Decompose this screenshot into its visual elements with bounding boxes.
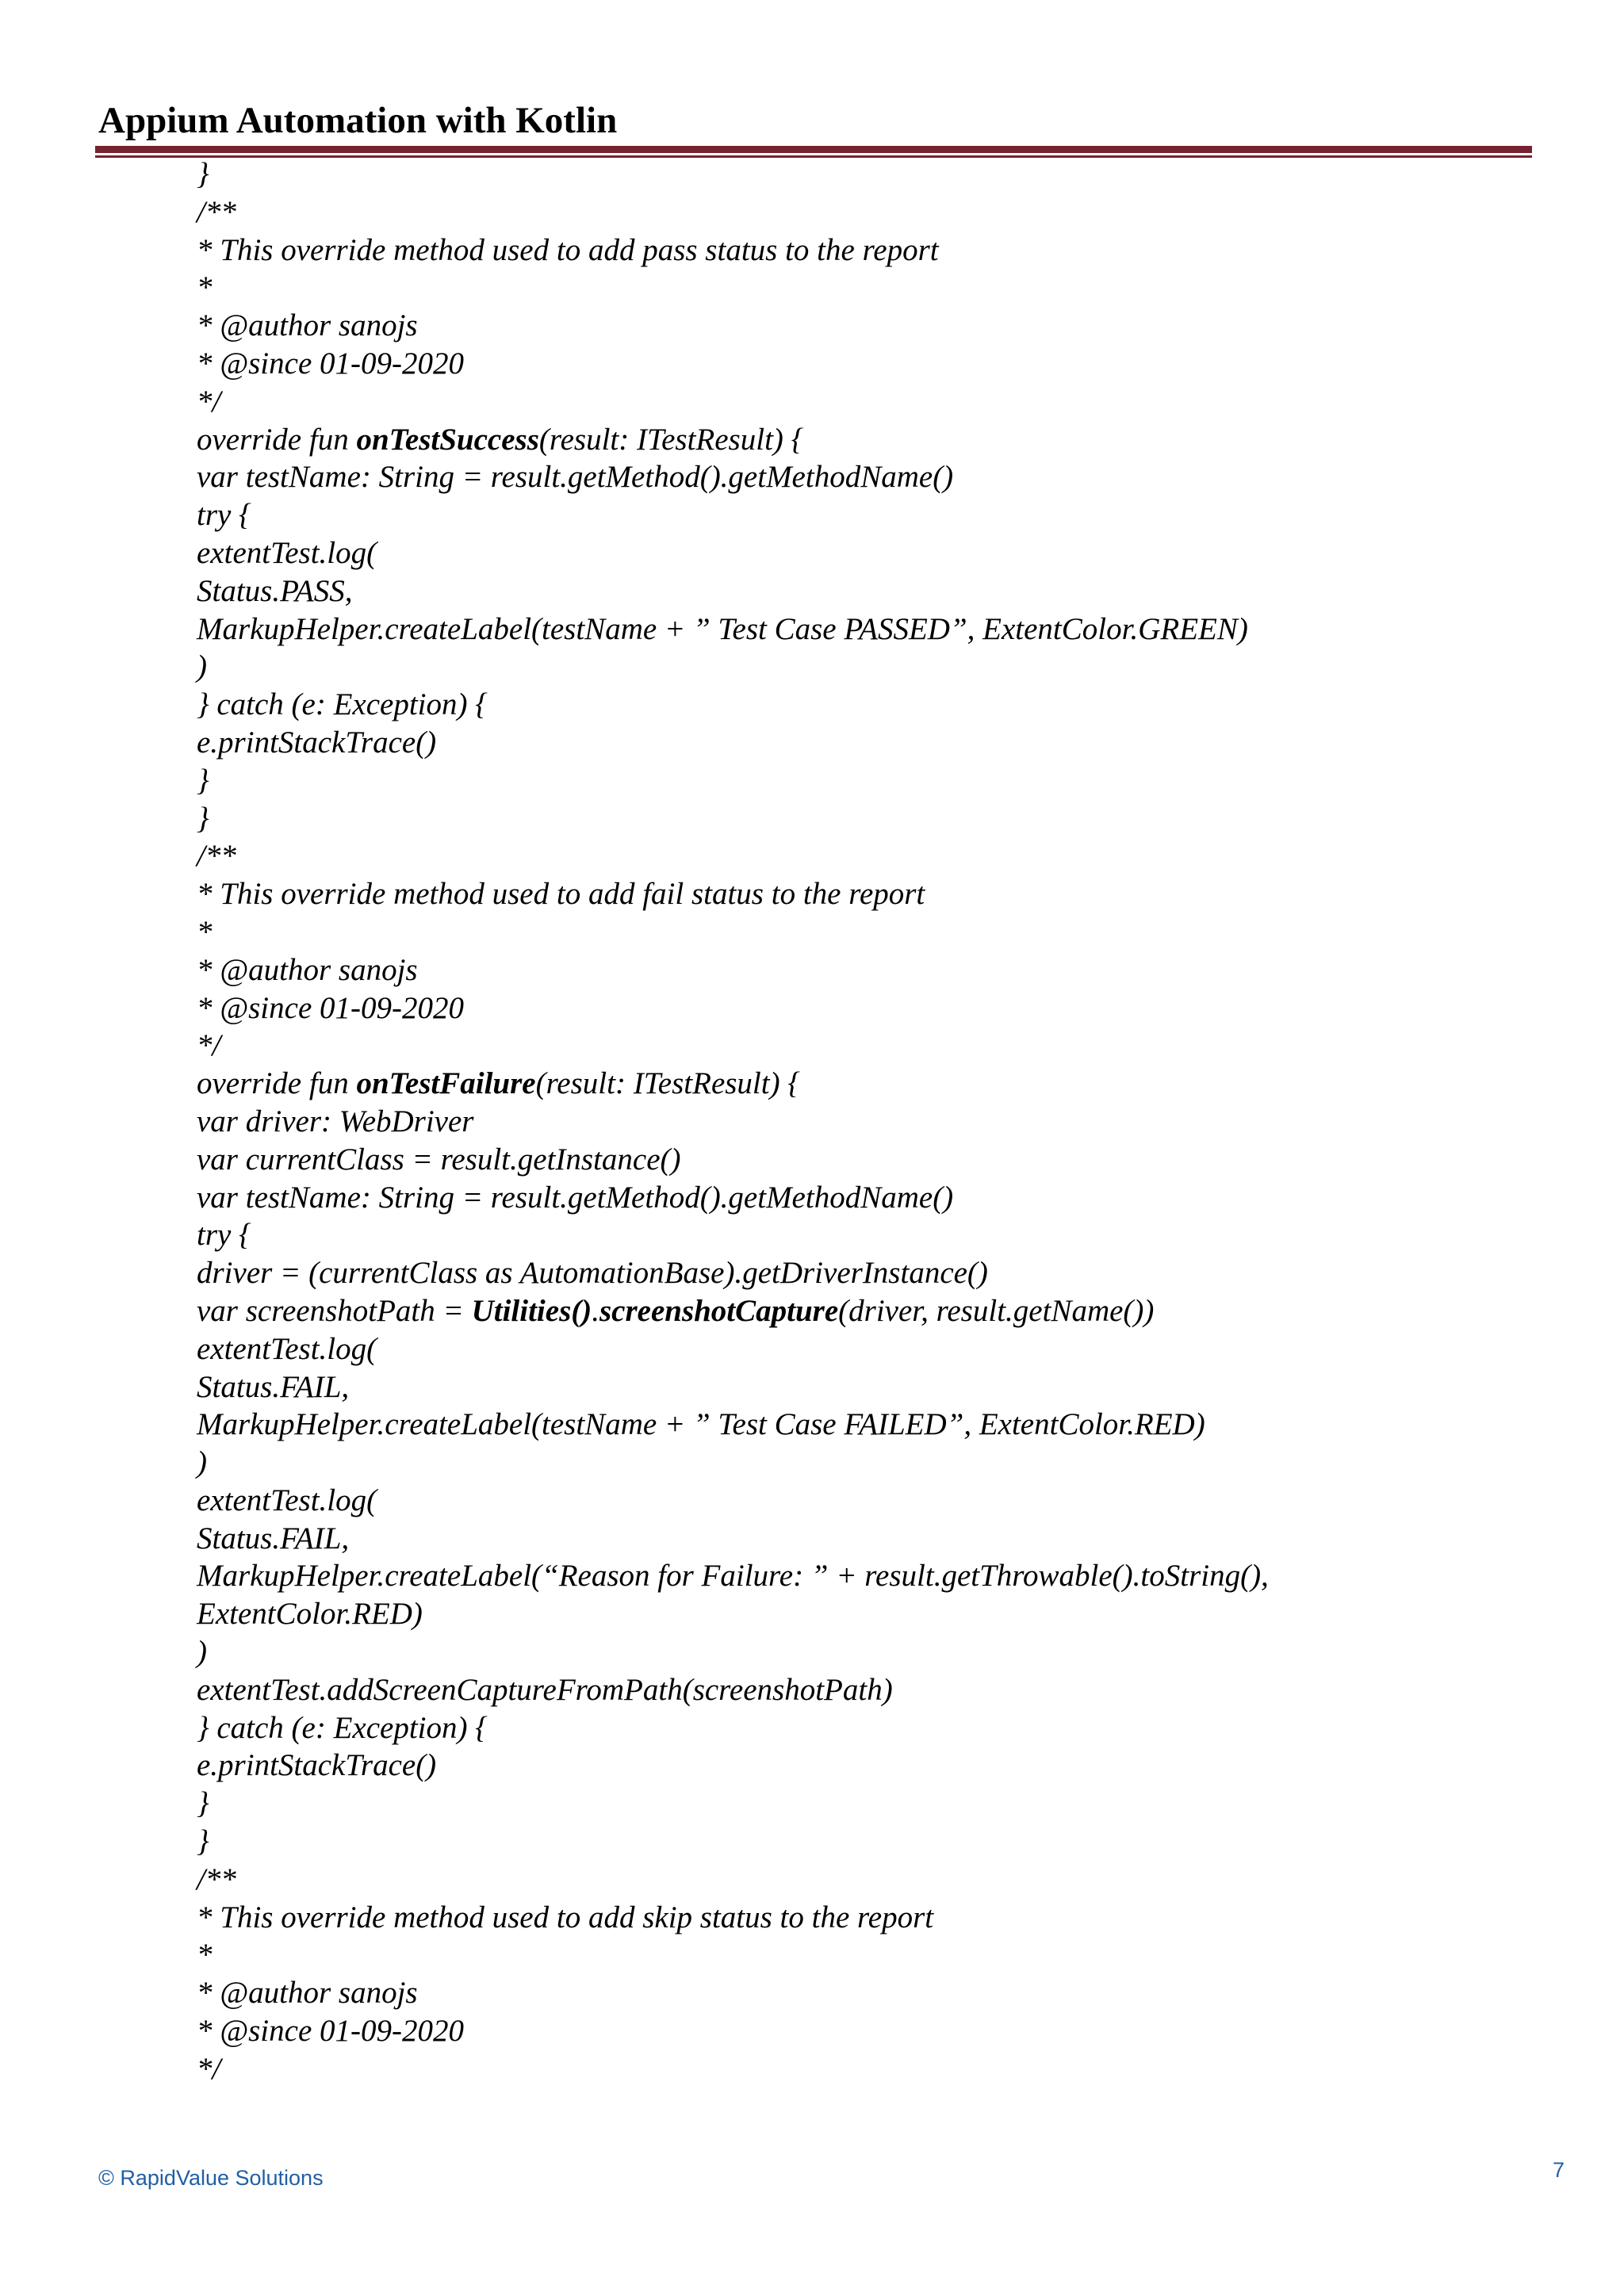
code-line <box>197 1216 1497 1254</box>
code-text: } <box>197 801 209 836</box>
code-text: * @author sanojs <box>197 308 418 343</box>
code-line <box>197 724 1497 762</box>
code-text: e.printStackTrace() <box>197 725 437 760</box>
code-text: ) <box>197 1445 207 1480</box>
code-line <box>197 1899 1497 1937</box>
code-keyword-bold: screenshotCapture <box>599 1293 839 1328</box>
code-line <box>197 2050 1497 2088</box>
header-rule-thick <box>95 146 1532 153</box>
code-line <box>197 1444 1497 1482</box>
code-text: var currentClass = result.getInstance() <box>197 1142 681 1177</box>
code-line <box>197 913 1497 951</box>
code-line <box>197 1671 1497 1709</box>
code-text: extentTest.log( <box>197 1483 377 1517</box>
page-header-title: Appium Automation with Kotlin <box>98 100 618 141</box>
code-line <box>197 1974 1497 2012</box>
code-line <box>197 307 1497 345</box>
code-text: } <box>197 1786 209 1821</box>
code-text: ) <box>197 1635 207 1670</box>
code-line <box>197 648 1497 686</box>
code-line <box>197 1368 1497 1406</box>
code-line <box>197 1785 1497 1823</box>
code-line <box>197 1747 1497 1785</box>
code-line <box>197 686 1497 724</box>
code-line <box>197 1027 1497 1065</box>
code-text: MarkupHelper.createLabel(“Reason for Failure: ” + result.getThrowable().toString(), <box>197 1559 1269 1594</box>
code-line <box>197 1595 1497 1633</box>
code-text: ) <box>197 649 207 684</box>
code-line <box>197 1482 1497 1520</box>
code-text: var testName: String = result.getMethod().getMethodName() <box>197 1180 954 1215</box>
code-text: * <box>197 914 213 949</box>
code-line <box>197 1861 1497 1899</box>
code-text: } <box>197 763 209 798</box>
code-text: (result: ITestResult) { <box>538 422 804 457</box>
code-text: /** <box>197 194 236 229</box>
code-text: /** <box>197 1862 236 1896</box>
code-line <box>197 1141 1497 1179</box>
code-line <box>197 1330 1497 1368</box>
code-text: var screenshotPath = <box>197 1293 472 1328</box>
code-text: var testName: String = result.getMethod().getMethodName() <box>197 460 954 495</box>
code-line <box>197 383 1497 421</box>
code-text: ExtentColor.RED) <box>197 1597 423 1632</box>
code-block <box>197 155 1497 2088</box>
code-text: * This override method used to add fail status to the report <box>197 877 925 912</box>
code-text: extentTest.log( <box>197 1331 377 1366</box>
code-line <box>197 534 1497 572</box>
code-text: } catch (e: Exception) { <box>197 687 488 722</box>
code-line <box>197 193 1497 232</box>
code-line <box>197 1065 1497 1103</box>
code-line <box>197 155 1497 193</box>
code-keyword-bold: Utilities() <box>471 1293 592 1328</box>
code-text: */ <box>197 1028 221 1063</box>
code-line <box>197 1103 1497 1141</box>
code-text: driver = (currentClass as AutomationBase).getDriverInstance() <box>197 1256 988 1291</box>
code-line <box>197 875 1497 913</box>
code-line <box>197 232 1497 270</box>
code-line <box>197 1179 1497 1217</box>
code-text: * This override method used to add skip status to the report <box>197 1900 934 1934</box>
code-line <box>197 1936 1497 1974</box>
code-text: e.printStackTrace() <box>197 1748 437 1783</box>
code-line <box>197 1709 1497 1747</box>
code-text: * <box>197 1938 213 1973</box>
code-text: MarkupHelper.createLabel(testName + ” Test Case FAILED”, ExtentColor.RED) <box>197 1407 1205 1442</box>
code-line <box>197 837 1497 875</box>
code-line <box>197 2012 1497 2050</box>
footer-copyright: © RapidValue Solutions <box>98 2166 324 2190</box>
code-text: Status.FAIL, <box>197 1521 350 1556</box>
code-text: Status.PASS, <box>197 573 353 608</box>
code-text: * @author sanojs <box>197 1976 418 2011</box>
code-text: * @since 01-09-2020 <box>197 990 464 1025</box>
code-text: override fun <box>197 422 357 457</box>
code-line <box>197 1557 1497 1595</box>
code-text: * <box>197 270 213 305</box>
code-text: * This override method used to add pass status to the report <box>197 232 939 267</box>
code-text: } <box>197 157 209 191</box>
code-line <box>197 610 1497 649</box>
code-line <box>197 1254 1497 1292</box>
code-line <box>197 800 1497 838</box>
code-line <box>197 421 1497 459</box>
code-line <box>197 1633 1497 1671</box>
code-text: MarkupHelper.createLabel(testName + ” Test Case PASSED”, ExtentColor.GREEN) <box>197 611 1248 646</box>
code-line <box>197 951 1497 989</box>
code-text: } <box>197 1824 209 1859</box>
code-keyword-bold: onTestFailure <box>356 1066 536 1101</box>
code-text: Status.FAIL, <box>197 1369 350 1404</box>
code-line <box>197 1292 1497 1330</box>
code-text: /** <box>197 839 236 874</box>
code-text: * @since 01-09-2020 <box>197 2014 464 2049</box>
code-line <box>197 458 1497 496</box>
code-line <box>197 1406 1497 1444</box>
code-text: } catch (e: Exception) { <box>197 1710 488 1745</box>
code-text: try { <box>197 1218 251 1253</box>
code-line <box>197 1520 1497 1558</box>
code-line <box>197 762 1497 800</box>
code-text: (driver, result.getName()) <box>838 1293 1155 1328</box>
code-text: */ <box>197 2051 221 2086</box>
code-line <box>197 345 1497 383</box>
code-text: . <box>592 1293 599 1328</box>
code-line <box>197 989 1497 1027</box>
code-line <box>197 269 1497 307</box>
code-keyword-bold: onTestSuccess <box>356 422 539 457</box>
page-number: 7 <box>1553 2158 1565 2182</box>
code-line <box>197 572 1497 610</box>
code-text: extentTest.log( <box>197 535 377 570</box>
code-text: try { <box>197 498 251 533</box>
code-line <box>197 1823 1497 1861</box>
code-text: * @since 01-09-2020 <box>197 346 464 381</box>
code-text: (result: ITestResult) { <box>535 1066 800 1101</box>
code-text: * @author sanojs <box>197 952 418 987</box>
code-text: override fun <box>197 1066 357 1101</box>
code-text: var driver: WebDriver <box>197 1104 474 1138</box>
code-text: */ <box>197 384 221 419</box>
code-text: extentTest.addScreenCaptureFromPath(screenshotPath) <box>197 1672 893 1707</box>
code-line <box>197 496 1497 534</box>
